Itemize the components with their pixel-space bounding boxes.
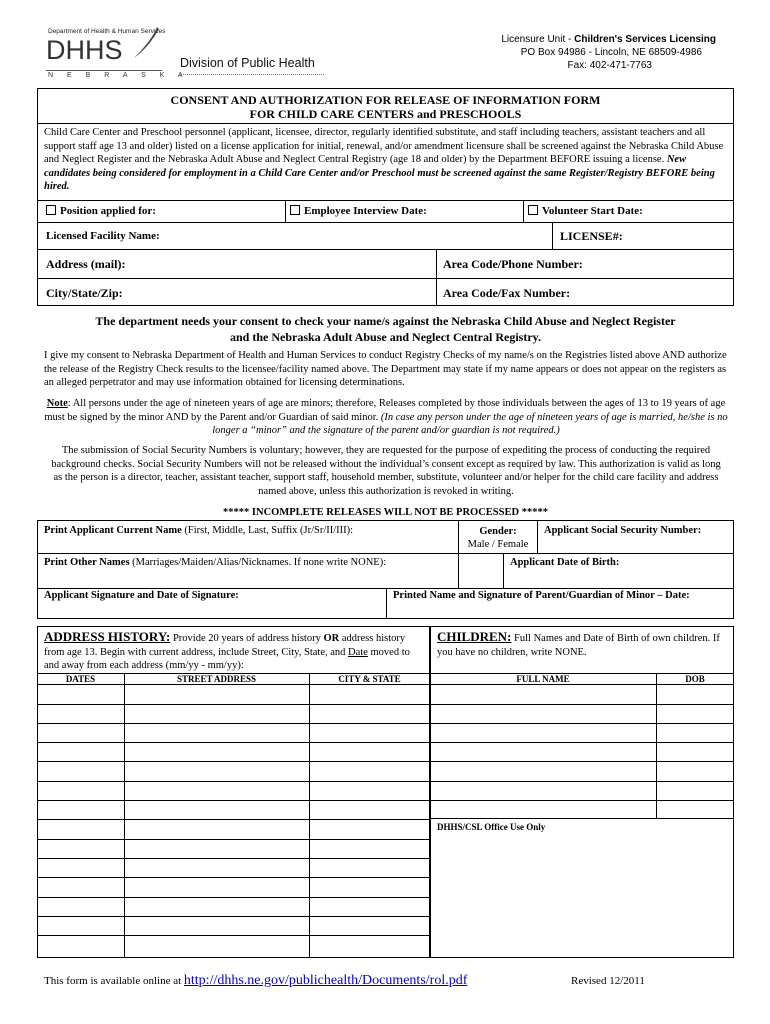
children-text: Full Names and Date of Birth of own children. If you have no children, write NONE. — [437, 633, 720, 658]
volunteer-checkbox[interactable] — [528, 205, 538, 215]
addr-row[interactable] — [37, 761, 430, 762]
unit-address: PO Box 94986 - Lincoln, NE 68509-4986 — [520, 47, 702, 58]
minor-note — [44, 397, 728, 438]
logo-swoosh-icon — [130, 26, 160, 66]
addr-col-street: STREET ADDRESS — [176, 674, 257, 684]
addr-row[interactable] — [37, 897, 430, 898]
intro-emphasis: New candidates being considered for employment in a Child Care Center and/or Preschool must be screened against the same Register/Registry BEFORE being hired. — [44, 154, 715, 192]
city-state-zip-label[interactable]: City/State/Zip: — [46, 286, 123, 300]
volunteer-label: Volunteer Start Date: — [542, 205, 643, 217]
signature-label[interactable]: Applicant Signature and Date of Signature: — [44, 590, 239, 601]
license-label[interactable]: LICENSE#: — [560, 229, 623, 243]
addr-col-city: CITY & STATE — [338, 674, 401, 684]
child-row[interactable] — [430, 800, 734, 801]
incomplete-warning: ***** INCOMPLETE RELEASES WILL NOT BE PROCESSED ***** — [223, 507, 548, 518]
footer-available-text: This form is available online at — [44, 975, 184, 987]
address-history-date: Date — [348, 646, 368, 658]
licensure-unit — [440, 34, 716, 45]
vrule-r1a — [285, 200, 286, 222]
address-history-instructions — [44, 630, 426, 673]
addr-row[interactable] — [37, 858, 430, 859]
other-names-label: Print Other Names — [44, 557, 130, 568]
address-mail-label[interactable]: Address (mail): — [46, 257, 126, 271]
consent-body: I give my consent to Nebraska Department of Health and Human Services to conduct Registry Checks of my name/s on the Registries listed above AND authorize the release of the Registry Check results to the licensee/facility named above. The Department may state if my name appears or does not appear on the registers as an alleged perpetrator and may use information obtained for licensing determinations. — [44, 350, 727, 388]
address-history-heading: ADDRESS HISTORY: — [44, 629, 171, 644]
volunteer-field[interactable] — [528, 205, 643, 217]
children-instructions — [437, 630, 729, 659]
interview-checkbox[interactable] — [290, 205, 300, 215]
vrule-r2 — [552, 222, 553, 249]
consent-heading-line2: and the Nebraska Adult Abuse and Neglect Central Registry. — [229, 330, 541, 344]
position-checkbox[interactable] — [46, 205, 56, 215]
intro-paragraph — [44, 126, 728, 194]
unit-name: Children's Services Licensing — [574, 34, 716, 45]
other-names-field[interactable] — [44, 557, 386, 568]
child-col-name: FULL NAME — [516, 674, 570, 684]
addr-row[interactable] — [37, 704, 430, 705]
facility-name-label[interactable]: Licensed Facility Name: — [46, 230, 160, 242]
addr-row[interactable] — [37, 781, 430, 782]
child-row[interactable] — [430, 704, 734, 705]
intro-text: Child Care Center and Preschool personnel (applicant, licensee, director, regularly identified substitute, and staff including teachers, assistant teachers and all support staff age 13 and older) listed on a license application for initial, renewal, and/or amendment licensure shall be screened against the Nebraska Child Abuse and Neglect Register and the Nebraska Adult Abuse and Neglect Central Registry (age 18 and older) by the Department BEFORE issuing a license. — [44, 127, 724, 165]
row-rule-3 — [37, 249, 734, 250]
note-italic: (In case any person under the age of nineteen years of age is married, he/she is no longer a “minor” and the signature of the parent and/or guardian is not required.) — [212, 411, 728, 436]
address-history-text-c: moved to and away from each address (mm/yy - mm/yy): — [44, 646, 410, 671]
position-field[interactable] — [46, 205, 156, 217]
form-title-line2: FOR CHILD CARE CENTERS and PRESCHOOLS — [249, 107, 522, 121]
office-use-label: DHHS/CSL Office Use Only — [437, 822, 546, 832]
address-history-or: OR — [323, 633, 340, 644]
addr-row[interactable] — [37, 819, 430, 820]
footer-availability — [44, 973, 467, 989]
division-dotted-rule — [180, 74, 324, 75]
addr-row[interactable] — [37, 723, 430, 724]
addr-row[interactable] — [37, 916, 430, 917]
addr-row[interactable] — [37, 935, 430, 936]
note-text: : All persons under the age of nineteen years of age are minors; therefore, Releases completed by those individuals between the ages of 13 to 19 years of age must be signed by the minor AND by the Parent and/or Guardian of said minor. — [44, 398, 726, 423]
row-rule-2 — [37, 222, 734, 223]
ssn-label[interactable]: Applicant Social Security Number: — [544, 525, 702, 536]
logo-rule — [46, 70, 162, 71]
child-row[interactable] — [430, 781, 734, 782]
child-row[interactable] — [430, 761, 734, 762]
row-rule-app-1 — [37, 553, 734, 554]
addr-row[interactable] — [37, 877, 430, 878]
consent-heading-line1: The department needs your consent to check your name/s against the Nebraska Child Abuse and Neglect Register — [95, 314, 676, 328]
title-rule — [37, 123, 734, 124]
address-history-text-a: Provide 20 years of address history — [170, 633, 324, 644]
vrule-guardian — [386, 588, 387, 619]
address-table — [37, 673, 430, 958]
form-title — [38, 93, 733, 121]
footer-revised: Revised 12/2011 — [571, 975, 645, 987]
consent-heading — [38, 313, 733, 345]
ssn-paragraph: The submission of Social Security Numbers is voluntary; however, they are requested for the purpose of expediting the process of conducting the required background checks. Social Security Numbers will not be released without the individual’s consent except as required by law. This authorization is valid as long as the person is a director, teacher, assistant teacher, support staff, household member, substitute, volunteer and/or helper for the child care facility and address named above, unless this authorization is revoked in writing. — [51, 445, 721, 497]
current-name-field[interactable] — [44, 525, 353, 536]
vrule-r1b — [523, 200, 524, 222]
child-row[interactable] — [430, 742, 734, 743]
logo-dhhs-text: DHHS — [46, 35, 123, 65]
logo-nebraska-text: N E B R A S K A — [48, 72, 189, 79]
interview-field[interactable] — [290, 205, 427, 217]
children-table — [430, 673, 734, 818]
guardian-label[interactable]: Printed Name and Signature of Parent/Guardian of Minor – Date: — [393, 590, 690, 601]
form-title-line1: CONSENT AND AUTHORIZATION FOR RELEASE OF INFORMATION FORM — [170, 93, 601, 107]
children-heading: CHILDREN: — [437, 629, 512, 644]
addr-row[interactable] — [37, 839, 430, 840]
logo-department-text: Department of Health & Human Services — [48, 28, 166, 35]
addr-row[interactable] — [37, 800, 430, 801]
gender-field[interactable] — [459, 525, 537, 551]
vrule-gender-right — [537, 520, 538, 553]
position-label: Position applied for: — [60, 205, 156, 217]
child-row[interactable] — [430, 684, 734, 685]
footer-url-link[interactable]: http://dhhs.ne.gov/publichealth/Documents/rol.pdf — [183, 973, 468, 988]
child-col-dob: DOB — [685, 674, 705, 684]
addr-col-dates: DATES — [65, 674, 96, 684]
phone-label[interactable]: Area Code/Phone Number: — [443, 257, 583, 271]
row-rule-4 — [37, 278, 734, 279]
dhhs-logo — [38, 26, 323, 84]
address-history-text-b: address history from age 13. Begin with current address, include Street, City, State, and — [44, 633, 406, 658]
row-rule-1 — [37, 200, 734, 201]
unit-fax: Fax: 402-471-7763 — [567, 60, 652, 71]
gender-label: Gender: — [479, 526, 517, 537]
other-names-hint: (Marriages/Maiden/Alias/Nicknames. If none write NONE): — [129, 557, 387, 568]
dob-label[interactable]: Applicant Date of Birth: — [510, 557, 620, 568]
current-name-hint: (First, Middle, Last, Suffix (Jr/Sr/II/III): — [181, 525, 354, 536]
child-row[interactable] — [430, 723, 734, 724]
vrule-dob — [503, 553, 504, 588]
addr-row[interactable] — [37, 742, 430, 743]
fax-label[interactable]: Area Code/Fax Number: — [443, 286, 571, 300]
child-row[interactable] — [430, 818, 734, 819]
child-col-rule — [656, 673, 657, 818]
division-name: Division of Public Health — [180, 56, 315, 70]
gender-options: Male / Female — [467, 539, 529, 550]
unit-prefix: Licensure Unit - — [501, 34, 575, 45]
current-name-label: Print Applicant Current Name — [44, 525, 182, 536]
interview-label: Employee Interview Date: — [304, 205, 427, 217]
addr-row[interactable] — [37, 684, 430, 685]
note-label: Note — [46, 398, 68, 409]
